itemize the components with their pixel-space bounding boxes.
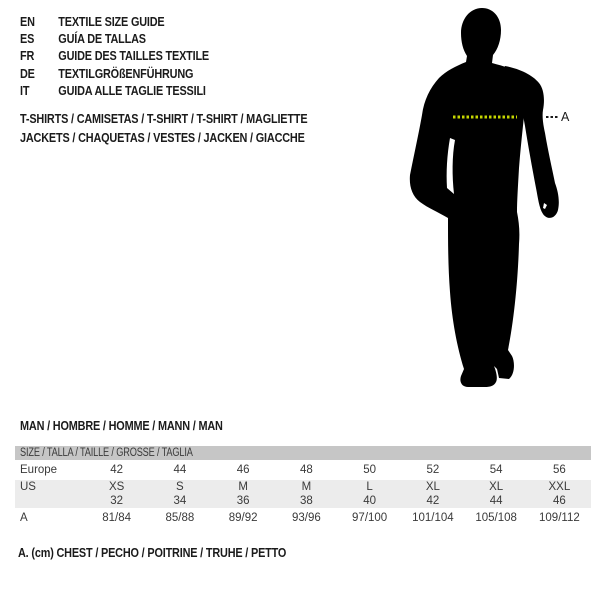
table-cell: 97/100 [352,512,388,524]
table-cell: 46 [236,464,250,476]
table-cell: 105/108 [475,512,517,524]
language-row-it [20,83,209,100]
table-cell: M [238,481,248,493]
category-lines [20,110,350,148]
table-cell: 54 [489,464,503,476]
table-cell: 46 [552,495,566,507]
language-code: EN [20,14,35,29]
language-label: GUIDE DES TAILLES TEXTILE [58,49,210,64]
table-cell: 38 [299,495,313,507]
category-jackets: JACKETS / CHAQUETAS / VESTES / JACKEN / GIACCHE [20,131,305,145]
table-header-label: SIZE / TALLA / TAILLE / GRÖSSE / TAGLIA [20,447,193,459]
table-cell: 56 [552,464,566,476]
language-row-de [20,65,209,82]
language-label: TEXTILE SIZE GUIDE [58,14,165,29]
table-cell: S [176,481,184,493]
language-label: GUÍA DE TALLAS [58,32,146,47]
table-cell: 101/104 [412,512,454,524]
language-list [20,13,237,100]
body-shape [410,8,527,387]
table-cell: XL [425,481,440,493]
table-cell: 50 [363,464,377,476]
category-tshirts: T-SHIRTS / CAMISETAS / T-SHIRT / T-SHIRT / MAGLIETTE [20,112,308,126]
table-row-europe [15,460,591,480]
language-row-fr [20,48,209,65]
language-label: TEXTILGRÖßENFÜHRUNG [58,66,194,81]
language-code: ES [20,32,35,47]
table-cell: 32 [110,495,124,507]
table-cell: 40 [363,495,377,507]
size-table [15,446,591,528]
language-row-en [20,13,209,30]
table-cell: 85/88 [165,512,195,524]
language-code: FR [20,49,35,64]
table-cell: 109/112 [539,512,580,524]
table-cell: 42 [110,464,124,476]
table-cell: 34 [173,495,187,507]
section-title: MAN / HOMBRE / HOMME / MANN / MAN [20,419,223,433]
man-figure [400,0,600,400]
row-label: Europe [20,464,58,476]
row-label: A [20,512,28,524]
table-cell: XXL [548,481,571,493]
table-cell: XL [489,481,504,493]
table-cell: L [366,481,373,493]
row-label: US [20,481,36,493]
table-cell: 42 [426,495,440,507]
table-cell: 44 [489,495,503,507]
language-code: DE [20,66,35,81]
language-row-es [20,30,209,47]
table-cell: XS [108,481,125,493]
table-header-row [15,446,591,460]
language-label: GUIDA ALLE TAGLIE TESSILI [58,84,206,99]
footnote: A. (cm) CHEST / PECHO / POITRINE / TRUHE / PETTO [18,546,287,560]
table-cell: M [301,481,312,493]
table-row-chest [15,508,591,528]
table-cell: 93/96 [291,512,321,524]
table-row-us-numeric [15,494,591,508]
table-cell: 52 [426,464,440,476]
table-cell: 89/92 [228,512,258,524]
man-silhouette [400,0,600,400]
table-cell: 81/84 [102,512,132,524]
measure-label-a: A [561,110,570,124]
table-cell: 36 [236,495,250,507]
language-code: IT [20,84,30,99]
table-cell: 48 [299,464,313,476]
table-row-us [15,480,591,494]
table-cell: 44 [173,464,187,476]
